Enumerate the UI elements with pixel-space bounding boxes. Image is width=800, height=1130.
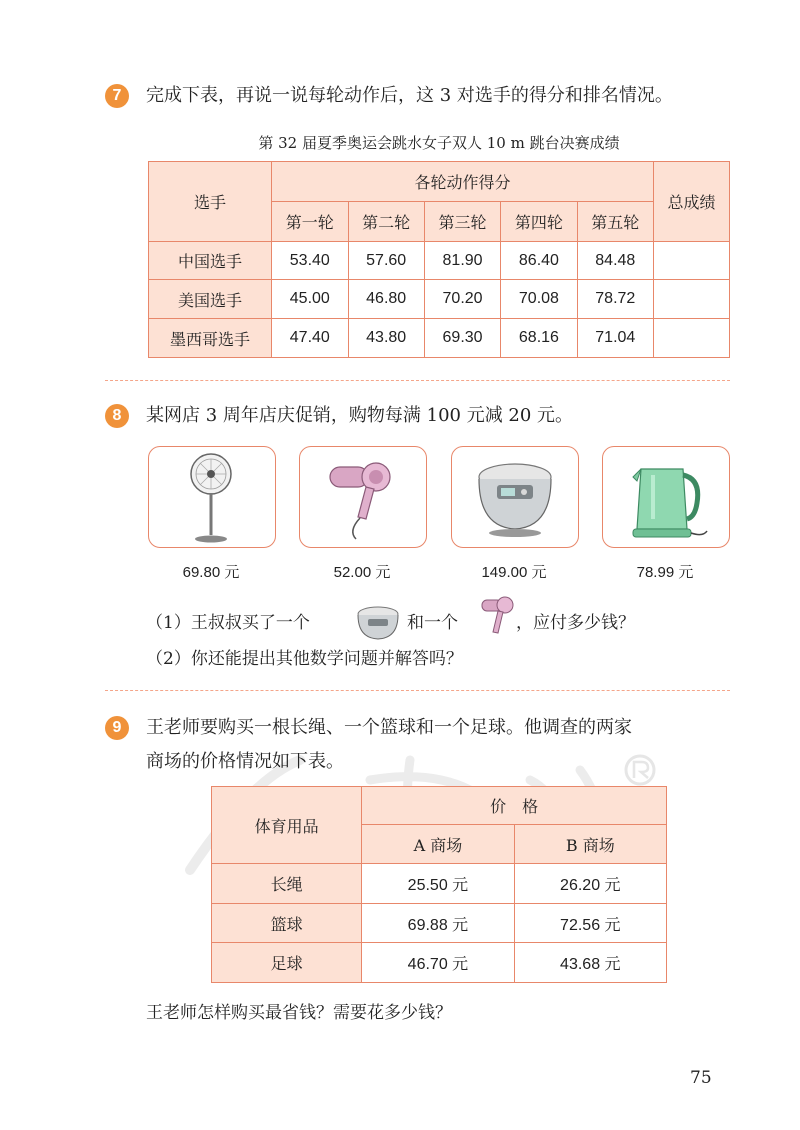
score-cell: 57.60 xyxy=(348,242,424,280)
table-title: 第 32 届夏季奥运会跳水女子双人 10 m 跳台决赛成绩 xyxy=(258,134,620,152)
score-cell: 70.08 xyxy=(501,280,577,319)
total-cell[interactable] xyxy=(654,280,730,319)
diving-scores-table xyxy=(148,161,730,358)
score-cell: 84.48 xyxy=(577,242,653,280)
question-9-number: 9 xyxy=(105,716,129,740)
header-round-4: 第四轮 xyxy=(501,202,577,242)
header-round-3: 第三轮 xyxy=(424,202,500,242)
score-cell: 81.90 xyxy=(424,242,500,280)
row-label: 美国选手 xyxy=(149,280,272,319)
question-9-text-line-1: 王老师要购买一根长绳、一个篮球和一个足球。他调查的两家 xyxy=(146,717,632,738)
total-cell[interactable] xyxy=(654,319,730,358)
table-row xyxy=(212,864,667,904)
header-total: 总成绩 xyxy=(654,162,730,242)
price-cell: 43.68 元 xyxy=(514,943,666,983)
section-divider xyxy=(105,690,730,691)
header-player: 选手 xyxy=(149,162,272,242)
price-cell: 69.88 元 xyxy=(362,904,514,943)
sub-question-1-suffix: ，应付多少钱？ xyxy=(516,613,635,633)
sports-prices-table xyxy=(211,786,667,983)
question-9-final-question: 王老师怎样购买最省钱？需要花多少钱？ xyxy=(146,1003,452,1023)
score-cell: 78.72 xyxy=(577,280,653,319)
product-card-hair-dryer xyxy=(299,446,427,548)
product-card-fan xyxy=(148,446,276,548)
score-cell: 45.00 xyxy=(272,280,348,319)
header-store-a: A 商场 xyxy=(362,825,514,864)
score-cell: 69.30 xyxy=(424,319,500,358)
section-divider xyxy=(105,380,730,381)
price-cell: 25.50 元 xyxy=(362,864,514,904)
question-8-number: 8 xyxy=(105,404,129,428)
price-label-rice-cooker: 149.00 元 xyxy=(481,563,547,581)
row-label: 篮球 xyxy=(212,904,362,943)
table-row xyxy=(149,242,730,280)
rice-cooker-icon xyxy=(452,447,578,547)
hair-dryer-icon xyxy=(476,594,516,644)
hair-dryer-icon xyxy=(300,447,426,547)
rice-cooker-icon xyxy=(353,602,403,642)
price-cell: 72.56 元 xyxy=(514,904,666,943)
row-label: 足球 xyxy=(212,943,362,983)
question-7-number: 7 xyxy=(105,84,129,108)
price-cell: 26.20 元 xyxy=(514,864,666,904)
product-card-rice-cooker xyxy=(451,446,579,548)
question-8-text: 某网店 3 周年店庆促销，购物每满 100 元减 20 元。 xyxy=(146,405,574,426)
header-item: 体育用品 xyxy=(212,787,362,864)
row-label: 中国选手 xyxy=(149,242,272,280)
table-row xyxy=(149,319,730,358)
score-cell: 86.40 xyxy=(501,242,577,280)
sub-question-2: （2）你还能提出其他数学问题并解答吗？ xyxy=(146,649,463,669)
score-cell: 70.20 xyxy=(424,280,500,319)
sub-question-1 xyxy=(146,611,310,635)
table-row xyxy=(212,904,667,943)
score-cell: 53.40 xyxy=(272,242,348,280)
header-round-5: 第五轮 xyxy=(577,202,653,242)
page-number: 75 xyxy=(690,1068,712,1088)
price-cell: 46.70 元 xyxy=(362,943,514,983)
product-card-kettle xyxy=(602,446,730,548)
score-cell: 47.40 xyxy=(272,319,348,358)
question-7-text: 完成下表，再说一说每轮动作后，这 3 对选手的得分和排名情况。 xyxy=(146,85,673,106)
question-9-text-line-2: 商场的价格情况如下表。 xyxy=(146,751,344,772)
price-label-hair-dryer: 52.00 元 xyxy=(333,563,391,581)
kettle-icon xyxy=(603,447,729,547)
row-label: 墨西哥选手 xyxy=(149,319,272,358)
score-cell: 43.80 xyxy=(348,319,424,358)
table-row xyxy=(149,280,730,319)
score-cell: 46.80 xyxy=(348,280,424,319)
price-label-fan: 69.80 元 xyxy=(182,563,240,581)
fan-icon xyxy=(149,447,275,547)
price-label-kettle: 78.99 元 xyxy=(636,563,694,581)
total-cell[interactable] xyxy=(654,242,730,280)
score-cell: 68.16 xyxy=(501,319,577,358)
score-cell: 71.04 xyxy=(577,319,653,358)
header-store-b: B 商场 xyxy=(514,825,666,864)
row-label: 长绳 xyxy=(212,864,362,904)
header-rounds: 各轮动作得分 xyxy=(272,162,654,202)
header-round-2: 第二轮 xyxy=(348,202,424,242)
sub-question-1-prefix: （1）王叔叔买了一个 xyxy=(146,613,310,633)
header-round-1: 第一轮 xyxy=(272,202,348,242)
table-row xyxy=(212,943,667,983)
header-price: 价 格 xyxy=(362,787,667,825)
sub-question-1-mid: 和一个 xyxy=(407,613,458,633)
